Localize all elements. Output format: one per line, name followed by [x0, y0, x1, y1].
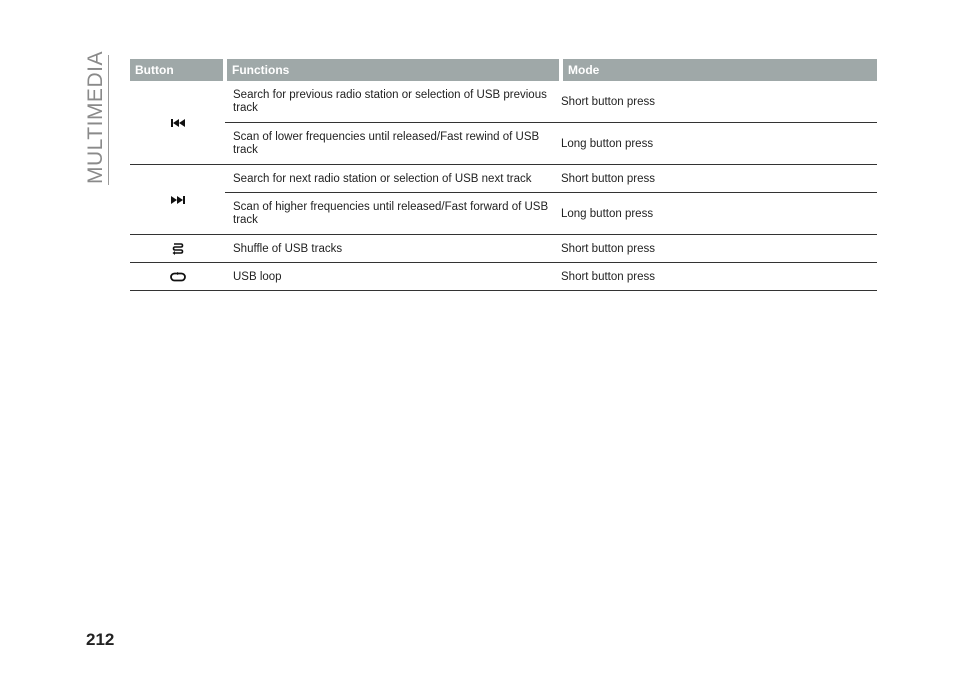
function-text: Search for previous radio station or selection of USB previous track [225, 81, 561, 123]
table-row [130, 235, 877, 263]
function-text: Search for next radio station or selection of USB next track [225, 165, 561, 193]
function-text: Shuffle of USB tracks [225, 235, 561, 263]
table-header-row [130, 59, 877, 81]
function-text: USB loop [225, 263, 561, 291]
next-track-icon [130, 165, 225, 235]
mode-text: Short button press [561, 81, 877, 123]
page-number: 212 [86, 630, 115, 649]
previous-track-icon [130, 81, 225, 165]
mode-text: Long button press [561, 193, 877, 235]
table-row [130, 263, 877, 291]
table-row [130, 81, 877, 123]
table-row [130, 123, 877, 165]
header-button: Button [130, 59, 225, 81]
section-title: MULTIMEDIA [84, 51, 107, 184]
mode-text: Short button press [561, 165, 877, 193]
function-text: Scan of lower frequencies until released/Fast rewind of USB track [225, 123, 561, 165]
header-functions: Functions [225, 59, 561, 81]
section-divider [108, 55, 109, 185]
functions-table [130, 59, 877, 291]
header-mode: Mode [561, 59, 877, 81]
function-text: Scan of higher frequencies until released/Fast forward of USB track [225, 193, 561, 235]
table-row [130, 193, 877, 235]
table-row [130, 165, 877, 193]
shuffle-icon [130, 235, 225, 263]
mode-text: Short button press [561, 263, 877, 291]
mode-text: Short button press [561, 235, 877, 263]
loop-icon [130, 263, 225, 291]
mode-text: Long button press [561, 123, 877, 165]
